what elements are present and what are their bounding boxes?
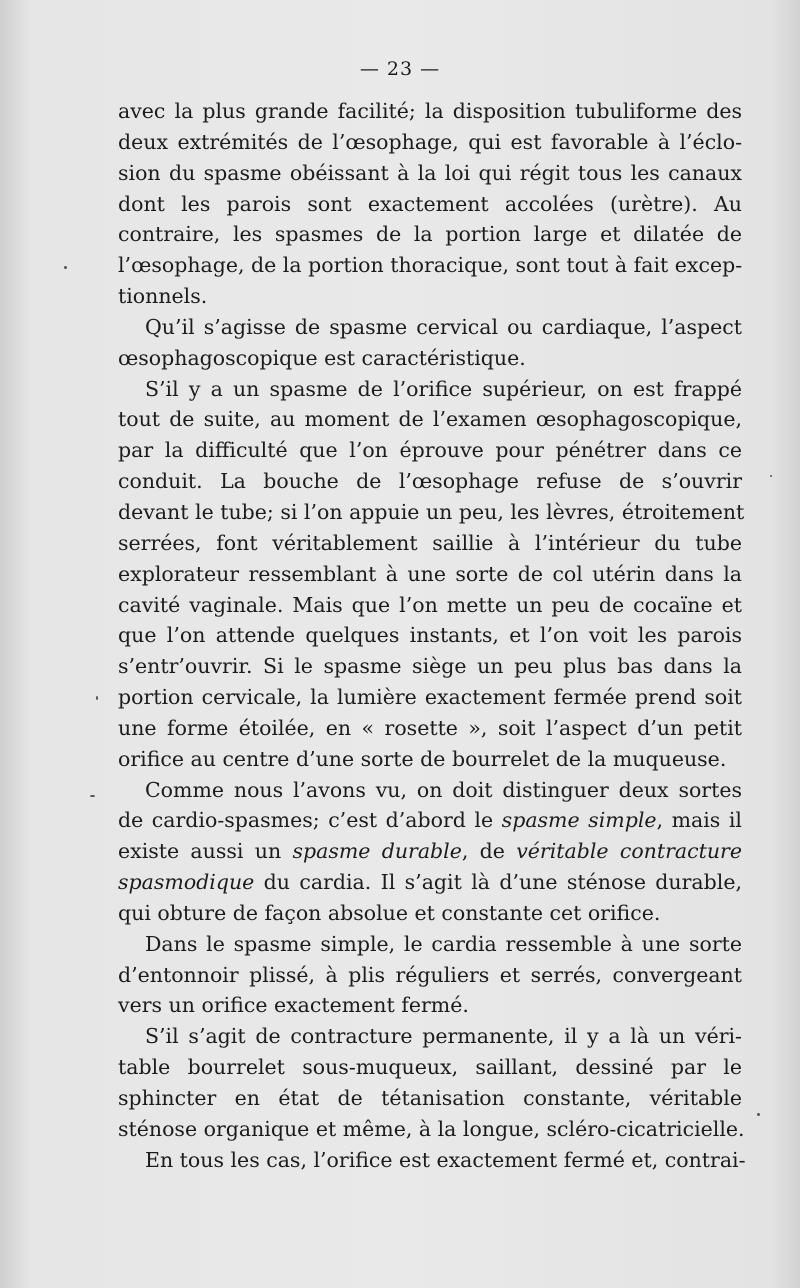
text-line: devant le tube; si l’on appuie un peu, les lèvres, étroitement xyxy=(118,499,745,524)
text-run: de cardio-spasmes; c’est d’abord le xyxy=(118,808,502,833)
italic-phrase: spasmodique xyxy=(118,870,255,895)
text-line: une forme étoilée, en « rosette », soit l’aspect d’un petit xyxy=(118,715,742,740)
text-line: qui obture de façon absolue et constante cet orifice. xyxy=(118,900,661,925)
text-run: du cardia. Il s’agit là d’une sténose durable, xyxy=(254,870,742,895)
text-line: table bourrelet sous-muqueux, saillant, dessiné par le xyxy=(118,1055,742,1080)
scan-speck xyxy=(90,795,95,797)
text-line: tionnels. xyxy=(118,284,208,309)
text-line: contraire, les spasmes de la portion large et dilatée de xyxy=(118,222,742,247)
body-text xyxy=(118,96,746,1176)
text-line: s’entr’ouvrir. Si le spasme siège un peu plus bas dans la xyxy=(118,654,742,679)
text-line: avec la plus grande facilité; la disposition tubuliforme des xyxy=(118,99,742,123)
scan-speck xyxy=(64,266,67,269)
text-line: œsophagoscopique est caractéristique. xyxy=(118,345,526,370)
text-line xyxy=(118,867,742,898)
text-line: portion cervicale, la lumière exactement fermée prend soit xyxy=(118,685,742,710)
scan-speck xyxy=(96,696,98,700)
text-run: , mais il xyxy=(656,808,742,833)
text-line: S’il s’agit de contracture permanente, il y a là un véri- xyxy=(145,1024,742,1049)
text-line: S’il y a un spasme de l’orifice supérieur, on est frappé xyxy=(145,376,742,401)
text-line: que l’on attende quelques instants, et l’on voit les parois xyxy=(118,623,742,648)
scan-speck xyxy=(770,475,772,477)
text-line: sion du spasme obéissant à la loi qui régit tous les canaux xyxy=(118,160,742,185)
text-line: dont les parois sont exactement accolées (urètre). Au xyxy=(118,191,742,216)
text-line: par la difficulté que l’on éprouve pour pénétrer dans ce xyxy=(118,438,742,463)
italic-phrase: véritable contracture xyxy=(516,839,742,864)
text-line: d’entonnoir plissé, à plis réguliers et serrés, convergeant xyxy=(118,962,742,987)
italic-phrase: spasme simple xyxy=(501,808,657,833)
text-line: Dans le spasme simple, le cardia ressemble à une sorte xyxy=(145,931,742,956)
text-line: conduit. La bouche de l’œsophage refuse de s’ouvrir xyxy=(118,469,742,494)
text-line: l’œsophage, de la portion thoracique, sont tout à fait excep- xyxy=(118,253,743,278)
text-line: deux extrémités de l’œsophage, qui est favorable à l’éclo- xyxy=(118,129,742,154)
text-line: sphincter en état de tétanisation constante, véritable xyxy=(118,1086,742,1110)
text-line: cavité vaginale. Mais que l’on mette un peu de cocaïne et xyxy=(118,592,742,617)
text-run: , de xyxy=(461,839,517,864)
page-number: — 23 — xyxy=(359,58,441,80)
scan-speck xyxy=(757,1113,760,1116)
text-line xyxy=(118,836,742,867)
text-line: explorateur ressemblant à une sorte de col utérin dans la xyxy=(118,561,742,586)
text-line: orifice au centre d’une sorte de bourrelet de la muqueuse. xyxy=(118,746,727,771)
text-line: Comme nous l’avons vu, on doit distinguer deux sortes xyxy=(145,777,742,802)
text-line: Qu’il s’agisse de spasme cervical ou cardiaque, l’aspect xyxy=(145,314,742,339)
text-line: tout de suite, au moment de l’examen œsophagoscopique, xyxy=(118,407,742,432)
text-line: serrées, font véritablement saillie à l’intérieur du tube xyxy=(118,530,742,555)
italic-phrase: spasme durable xyxy=(292,839,462,864)
text-run: existe aussi un xyxy=(118,839,293,864)
text-line xyxy=(118,805,742,836)
text-line: En tous les cas, l’orifice est exactement fermé et, contrai- xyxy=(145,1147,746,1172)
text-line: sténose organique et même, à la longue, scléro-cicatricielle. xyxy=(118,1116,745,1141)
text-line: vers un orifice exactement fermé. xyxy=(118,993,469,1018)
